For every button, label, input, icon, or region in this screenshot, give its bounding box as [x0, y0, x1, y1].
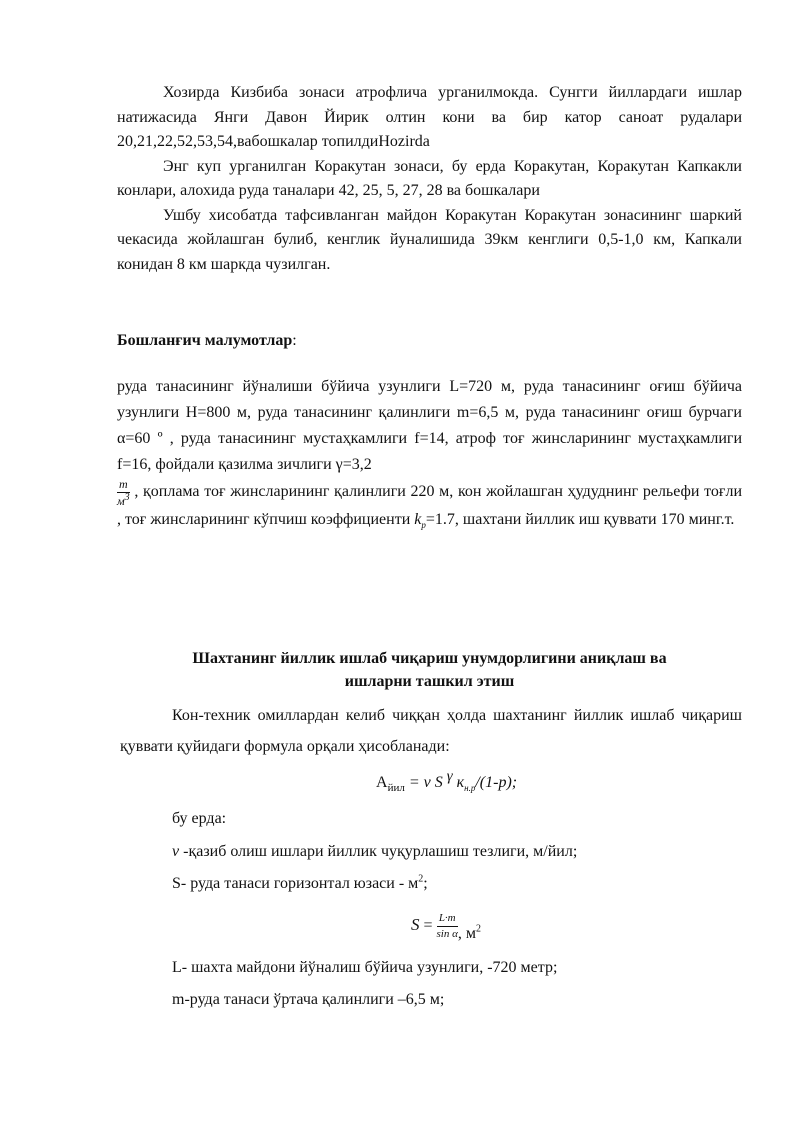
density-unit-exponent: 3	[124, 492, 130, 503]
initial-data-colon: :	[292, 332, 297, 349]
intro-paragraph-3: Ушбу хисобатда тафсивланган майдон Коракутан Коракутан зонасининг шаркий чекасида жойлашган булиб, кенглик йуналишида 39км кенглиги 0,5-1,0 км, Капкали конидан 8 км шаркда чузилган.	[117, 206, 742, 273]
formula-s: S	[434, 774, 443, 791]
formula-lhs: A	[376, 774, 388, 791]
definition-m: m-руда танаси ўртача қалинлиги –6,5 м;	[172, 991, 445, 1008]
intro-paragraph-1: Хозирда Кизбиба зонаси атрофлича урганилмокда. Сунгги йиллардаги ишлар натижасида Янги Давон Йирик олтин кони ва бир катор саноат рудалари 20,21,22,52,53,54,вабошкалар топилдиHozirda	[117, 84, 742, 150]
initial-data-text-c: =1.7, шахтани йиллик иш қуввати 170 минг.т.	[425, 511, 735, 528]
density-unit-numerator: m	[119, 477, 128, 491]
section-title-line-1: Шахтанинг йиллик ишлаб чиқариш унумдорлигини аниқлаш ва	[192, 650, 667, 667]
initial-data-paragraph	[117, 374, 742, 533]
formula-v: v	[423, 774, 431, 791]
initial-data-heading	[117, 331, 297, 351]
intro-paragraph-2: Энг куп урганилган Коракутан зонаси, бу ерда Коракутан, Коракутан Капкакли конлари, алохида руда таналари 42, 25, 5, 27, 28 ва бошкалари	[117, 157, 742, 199]
density-unit-fraction	[117, 478, 130, 507]
area-formula	[411, 910, 481, 949]
section-title-line-2: ишларни ташкил этиш	[344, 673, 515, 690]
s-formula-unit-exponent: 2	[476, 923, 482, 935]
definition-v-text: -қазиб олиш ишлари йиллик чуқурлашиш тезлиги, м/йил;	[179, 843, 578, 860]
s-formula-lhs: S	[411, 915, 420, 934]
initial-data-text-a: руда танасининг йўналиши бўйича узунлиги L=720 м, руда танасининг оғиш бўйича узунлиги H=800 м, руда танасининг қалинлиги m=6,5 м, руда танасининг оғиш бурчаги α=60 º , руда танасининг мустаҳкамлиги f=14, атроф тоғ жинсларининг мустаҳкамлиги f=16, фойдали қазилма зичлиги γ=3,2	[117, 378, 742, 473]
kp-subscript: p	[421, 520, 426, 531]
definition-s	[172, 874, 428, 894]
kp-symbol: k	[414, 511, 422, 528]
section-title	[117, 647, 742, 693]
capacity-formula	[376, 768, 518, 795]
s-formula-numerator: L·m	[437, 913, 458, 927]
initial-data-title: Бошланғич малумотлар	[117, 332, 293, 349]
formula-eq: =	[404, 774, 424, 791]
definition-l: L- шахта майдони йўналиш бўйича узунлиги, -720 метр;	[172, 959, 558, 976]
s-formula-fraction	[437, 913, 458, 940]
s-formula-unit: , м	[457, 925, 477, 942]
definition-v-symbol: v	[172, 843, 180, 860]
s-formula-eq: =	[423, 917, 433, 934]
formula-k-sub: н.р	[464, 783, 476, 794]
formula-lhs-sub: йил	[387, 782, 405, 795]
s-formula-denominator: sin α	[436, 927, 458, 940]
where-label: бу ерда:	[172, 810, 227, 827]
formula-gamma: γ	[446, 768, 453, 785]
formula-tail: /(1-p);	[475, 774, 518, 791]
definition-s-text: S- руда танаси горизонтал юзаси - м	[172, 875, 419, 892]
definition-s-exponent: 2	[418, 873, 424, 885]
definition-v	[172, 842, 577, 862]
section-paragraph-1: Кон-техник омиллардан келиб чиққан ҳолда шахтанинг йиллик ишлаб чиқариш қуввати қуйидаги формула орқали ҳисобланади:	[120, 707, 742, 755]
density-unit-denominator: м	[117, 494, 125, 508]
initial-data-text-b: , қоплама тоғ жинсларининг қалинлиги 220 м, кон жойлашган ҳудуднинг рельефи тоғли , тоғ жинсларининг кўпчиш коэффициенти	[117, 483, 742, 528]
intro-text	[117, 81, 742, 277]
definition-s-end: ;	[423, 875, 428, 892]
formula-k: к	[456, 774, 465, 791]
